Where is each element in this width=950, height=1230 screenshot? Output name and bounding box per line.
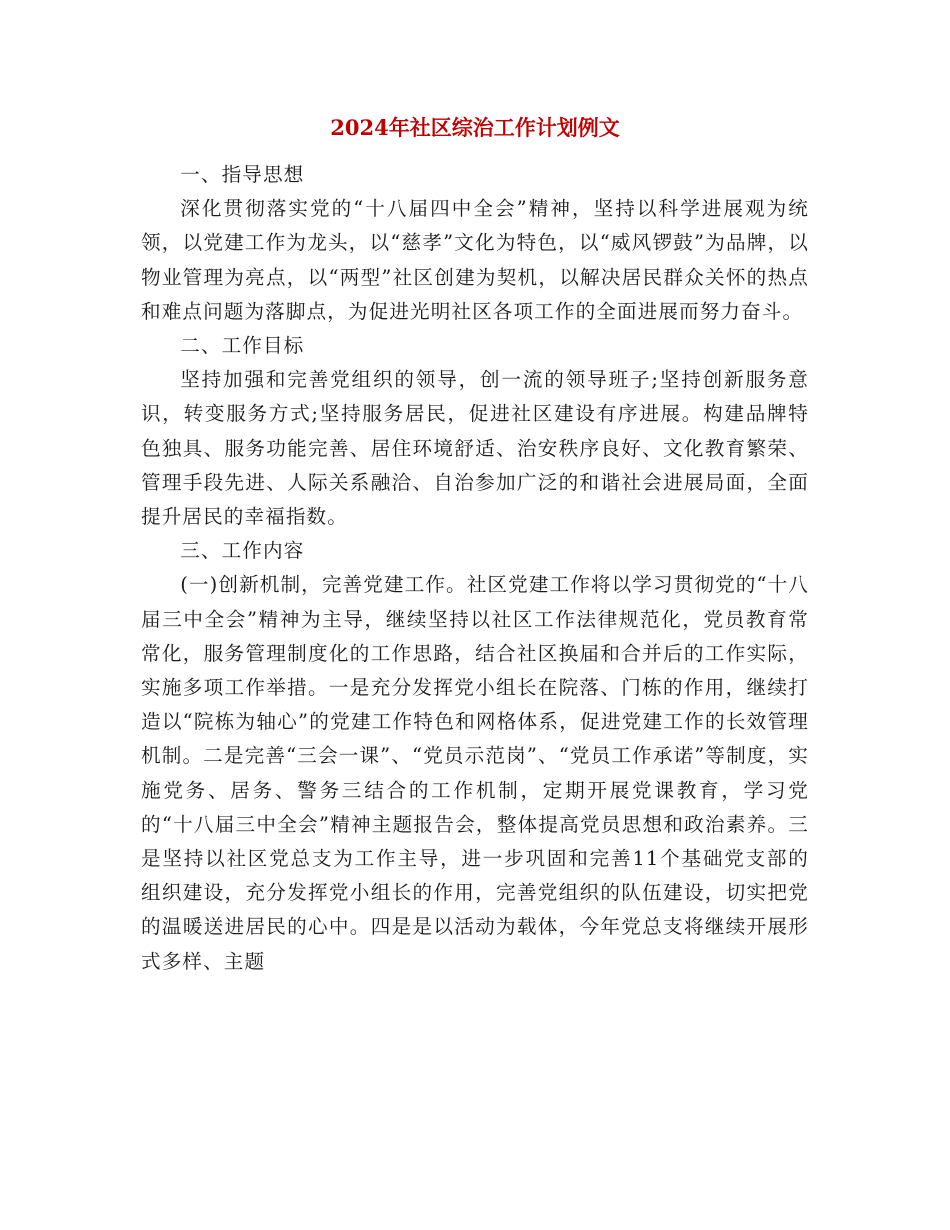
section-heading-work-content: 三、工作内容 (180, 539, 305, 563)
paragraph-guiding-ideology: 深化贯彻落实党的“十八届四中全会”精神，坚持以科学进展观为统领，以党建工作为龙头，以“慈孝”文化为特色，以“威风锣鼓”为品牌，以物业管理为亮点，以“两型”社区创建为契机，以解决居民群众关怀的热点和难点问题为落脚点，为促进光明社区各项工作的全面进展而努力奋斗。 (141, 197, 809, 323)
document-body (141, 158, 809, 979)
section-heading-guiding-ideology: 一、指导思想 (180, 163, 305, 186)
document-title: 2024年社区综治工作计划例文 (330, 115, 620, 140)
paragraph-work-content: (一)创新机制，完善党建工作。社区党建工作将以学习贯彻党的“十八届三中全会”精神为主导，继续坚持以社区工作法律规范化，党员教育常常化，服务管理制度化的工作思路，结合社区换届和合并后的工作实际，实施多项工作举措。一是充分发挥党小组长在院落、门栋的作用，继续打造以“院栋为轴心”的党建工作特色和网格体系，促进党建工作的长效管理机制。二是完善“三会一课”、“党员示范岗”、“党员工作承诺”等制度，实施党务、居务、警务三结合的工作机制，定期开展党课教育，学习党的“十八届三中全会”精神主题报告会，整体提高党员思想和政治素养。三是坚持以社区党总支为工作主导，进一步巩固和完善11个基础党支部的组织建设，充分发挥党小组长的作用，完善党组织的队伍建设，切实把党的温暖送进居民的心中。四是是以活动为载体，今年党总支将继续开展形式多样、主题 (141, 573, 809, 973)
section-heading-work-goals: 二、工作目标 (180, 334, 305, 358)
paragraph-work-goals: 坚持加强和完善党组织的领导，创一流的领导班子;坚持创新服务意识，转变服务方式;坚持服务居民，促进社区建设有序进展。构建品牌特色独具、服务功能完善、居住环境舒适、治安秩序良好、文化教育繁荣、管理手段先进、人际关系融洽、自治参加广泛的和谐社会进展局面，全面提升居民的幸福指数。 (141, 368, 809, 529)
